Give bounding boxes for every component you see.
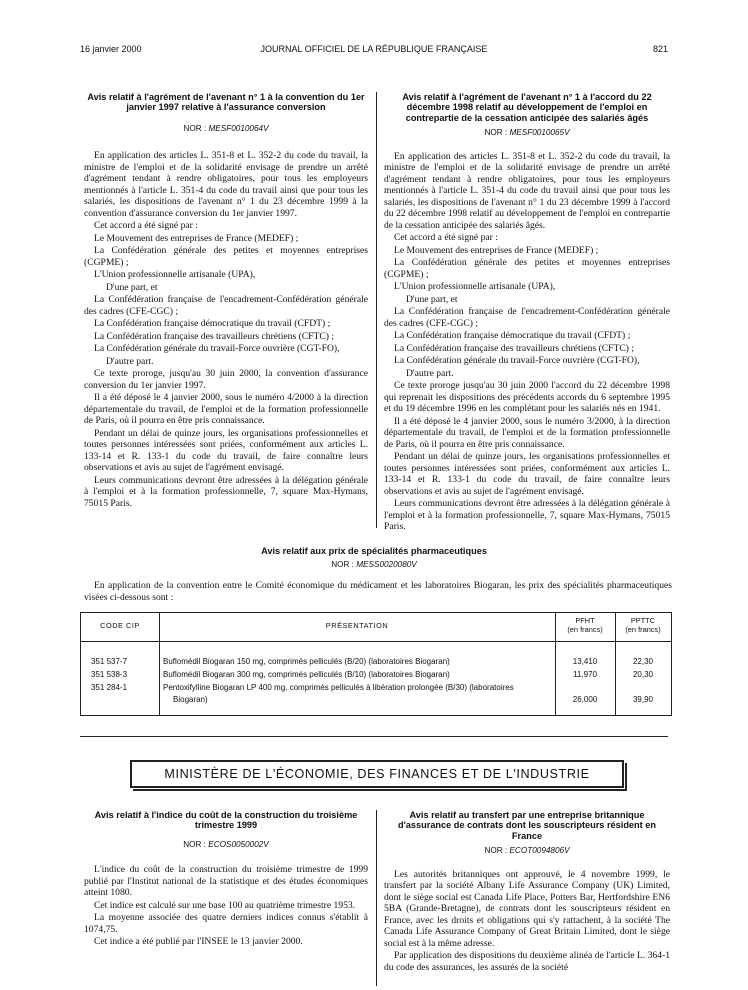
left-notice-nor: NOR : MESF0010064V	[183, 123, 269, 133]
paragraph: La Confédération française de l'encadrement-Confédération générale des cadres (CFE-CGC) ;	[84, 294, 368, 317]
paragraph: D'autre part.	[406, 367, 454, 379]
paragraph: Le Mouvement des entreprises de France (MEDEF) ;	[394, 244, 599, 256]
row-pfht: 26,000	[572, 695, 598, 704]
paragraph: Ce texte proroge, jusqu'au 30 juin 2000, la convention d'assurance conversion du 1er janvier 1997.	[84, 368, 368, 391]
right-notice-title: Avis relatif à l'agrément de l'avenant n° 1 à l'accord du 22 décembre 1998 relatif au développement de l'emploi en contrepartie de la cessation anticipée des salariés âgés	[402, 92, 652, 123]
nor-code: MESF0010065V	[509, 128, 570, 138]
column-separator	[376, 92, 377, 528]
paragraph: Il a été déposé le 4 janvier 2000, sous le numéro 4/2000 à la direction départementale du travail, de l'emploi et de la formation professionnelle de Paris, où il pourra en être pris connaissance.	[84, 392, 368, 427]
row-code: 351 284-1	[91, 683, 128, 692]
paragraph: La moyenne associée des quatre derniers indices connus s'établit à 1074,75.	[84, 912, 368, 935]
row-code: 351 537-7	[91, 657, 128, 666]
bottom-right-title: Avis relatif au transfert par une entreprise britannique d'assurance de contrats dont les souscripteurs résident en France	[398, 810, 656, 841]
paragraph: Cet accord a été signé par :	[394, 232, 498, 244]
paragraph: Leurs communications devront être adressées à la délégation générale à l'emploi et à la formation professionnelle, 7, square Max-Hymans, 75015 Paris.	[84, 474, 368, 509]
paragraph: La Confédération générale du travail-Force ouvrière (CGT-FO),	[394, 355, 640, 367]
paragraph: La Confédération française des travailleurs chrétiens (CFTC) ;	[394, 342, 635, 354]
row-code: 351 538-3	[91, 670, 128, 679]
row-presentation: Pentoxifylline Biogaran LP 400 mg, comprimés pelliculés à libération prolongée (B/30) (laboratoires	[163, 683, 514, 692]
paragraph: L'Union professionnelle artisanale (UPA),	[394, 281, 556, 293]
paragraph: L'indice du coût de la construction du troisième trimestre de 1999 publié par l'Institut national de la statistique et des études économiques atteint 1080.	[84, 864, 368, 899]
page-number: 821	[652, 44, 668, 54]
pharma-nor: NOR : MESS0020080V	[331, 560, 417, 569]
row-ppttc: 20,30	[632, 670, 654, 679]
paragraph: Pendant un délai de quinze jours, les organisations professionnelles et toutes personnes intéressées sont priées, conformément aux articles L. 133-14 et R. 133-1 du code du travail, de faire connaître leurs observations et avis au sujet de l'agrément envisagé.	[384, 451, 670, 497]
paragraph: Ce texte proroge jusqu'au 30 juin 2000 l'accord du 22 décembre 1998 qui reprenait les dispositions des précédents accords du 6 septembre 1995 et du 19 décembre 1996 en les complétant pour les salariés nés en 1941.	[384, 380, 670, 415]
paragraph: Il a été déposé le 4 janvier 2000, sous le numéro 3/2000, à la direction départementale du travail, de l'emploi et de la formation professionnelle de Paris, où il pourra en être pris connaissance.	[384, 415, 670, 450]
header-date: 16 janvier 2000	[80, 44, 142, 54]
ministry-heading: MINISTÈRE DE L'ÉCONOMIE, DES FINANCES ET DE L'INDUSTRIE	[130, 760, 624, 788]
nor-code: MESF0010064V	[208, 123, 269, 133]
col-header-ppttc: PPTTC (en francs)	[625, 616, 661, 634]
row-pfht: 13,410	[572, 657, 598, 666]
paragraph: Leurs communications devront être adressées à la délégation générale à l'emploi et à la formation professionnelle, 7, square Max-Hymans, 75015 Paris.	[384, 498, 670, 533]
paragraph: Pendant un délai de quinze jours, les organisations professionnelles et toutes personnes intéressées sont priées, conformément aux articles L. 133-14 et R. 133-1 du code du travail, de faire connaître leurs observations et avis au sujet de l'agrément envisagé.	[84, 427, 368, 474]
bottom-right-nor: NOR : ECOT0094806V	[484, 846, 570, 856]
row-ppttc: 22,30	[632, 657, 654, 666]
left-notice-title: Avis relatif à l'agrément de l'avenant n° 1 à la convention du 1er janvier 1997 relative à l'assurance conversion	[87, 92, 365, 113]
paragraph: Par application des dispositions du deuxième alinéa de l'article L. 364-1 du code des assurances, les assurés de la société	[384, 950, 670, 973]
paragraph: Cet accord a été signé par :	[94, 220, 198, 232]
price-table	[80, 612, 672, 716]
bottom-left-title: Avis relatif à l'indice du coût de la construction du troisième trimestre 1999	[94, 810, 358, 831]
pharma-intro: En application de la convention entre le Comité économique du médicament et les laboratoires Biogaran, les prix des spécialités pharmaceutiques visées ci-dessous sont :	[84, 580, 672, 603]
bottom-right-notice	[384, 810, 670, 974]
col-header-presentation: PRÉSENTATION	[325, 621, 389, 630]
paragraph: La Confédération générale des petites et moyennes entreprises (CGPME) ;	[84, 245, 368, 268]
paragraph: L'Union professionnelle artisanale (UPA),	[94, 269, 256, 281]
paragraph: Cet indice est calculé sur une base 100 au quatrième trimestre 1953.	[94, 899, 356, 911]
bottom-left-notice	[84, 810, 368, 949]
paragraph: D'une part, et	[106, 281, 158, 293]
right-notice	[384, 92, 670, 534]
paragraph: La Confédération française des travailleurs chrétiens (CFTC) ;	[94, 330, 335, 342]
column-separator	[376, 810, 377, 986]
paragraph: Les autorités britanniques ont approuvé, le 4 novembre 1999, le transfert par la société Albany Life Assurance Company (UK) Limited, dont le siège social est Canada Life Place, Potters Bar, Hertfordshire EN6 5BA (Grande-Bretagne), de contrats dont les souscripteurs résident en France, avec les droits et obligations qui s'y rattachent, à la société The Canada Life Assurance Company of Great Britain Limited, dont le siège social est à la même adresse.	[384, 868, 670, 949]
pharma-title: Avis relatif aux prix de spécialités pharmaceutiques	[261, 546, 487, 556]
nor-code: MESS0020080V	[356, 560, 417, 569]
row-presentation-cont: Biogaran)	[173, 695, 208, 704]
paragraph: En application des articles L. 351-8 et L. 352-2 du code du travail, la ministre de l'emploi et de la solidarité envisage de prendre un arrêté d'agrément tendant à rendre obligatoires, pour tous les employeurs mentionnés à l'article L. 351-4 du code du travail ainsi que pour tous les salariés, les dispositions de l'avenant n° 1 du 23 décembre 1999 à la convention d'assurance conversion du 1er janvier 1997.	[84, 150, 368, 219]
journal-title: JOURNAL OFFICIEL DE LA RÉPUBLIQUE FRANÇAISE	[260, 44, 488, 54]
paragraph: La Confédération générale du travail-Force ouvrière (CGT-FO),	[94, 343, 340, 355]
paragraph: Cet indice a été publié par l'INSEE le 13 janvier 2000.	[94, 936, 303, 948]
paragraph: Le Mouvement des entreprises de France (MEDEF) ;	[94, 232, 299, 244]
row-presentation: Buflomédil Biogaran 150 mg, comprimés pelliculés (B/20) (laboratoires Biogaran)	[163, 657, 450, 666]
paragraph: La Confédération française de l'encadrement-Confédération générale des cadres (CFE-CGC) ;	[384, 306, 670, 329]
table-header-rule	[81, 641, 671, 642]
paragraph: En application des articles L. 351-8 et L. 352-2 du code du travail, la ministre de l'emploi et de la solidarité envisage de prendre un arrêté d'agrément tendant à rendre obligatoires, pour tous les employeurs mentionnés à l'article L. 351-4 du code du travail ainsi que pour tous les salariés, les dispositions de l'avenant n° 1 du 23 décembre 1999 à l'accord du 22 décembre 1998 relatif au développement de l'emploi en contrepartie de la cessation anticipée des salariés âgés.	[384, 150, 670, 231]
nor-code: ECOT0094806V	[509, 846, 570, 856]
left-notice	[84, 92, 368, 510]
paragraph: La Confédération française démocratique du travail (CFDT) ;	[94, 318, 331, 330]
col-header-pfht: PFHT (en francs)	[567, 616, 603, 634]
row-presentation: Buflomédil Biogaran 300 mg, comprimés pelliculés (B/10) (laboratoires Biogaran)	[163, 670, 450, 679]
nor-code: ECOS0050002V	[208, 839, 269, 849]
paragraph: La Confédération générale des petites et moyennes entreprises (CGPME) ;	[384, 257, 670, 280]
row-ppttc: 39,90	[632, 695, 654, 704]
col-header-code: CODE CIP	[100, 621, 140, 630]
right-notice-nor: NOR : MESF0010065V	[484, 128, 570, 138]
paragraph: D'autre part.	[106, 355, 154, 367]
bottom-left-nor: NOR : ECOS0050002V	[183, 839, 269, 849]
page-header	[80, 44, 668, 58]
row-pfht: 11,970	[573, 670, 597, 679]
paragraph: La Confédération française démocratique du travail (CFDT) ;	[394, 330, 631, 342]
paragraph: D'une part, et	[406, 293, 458, 305]
section-rule	[80, 736, 668, 737]
